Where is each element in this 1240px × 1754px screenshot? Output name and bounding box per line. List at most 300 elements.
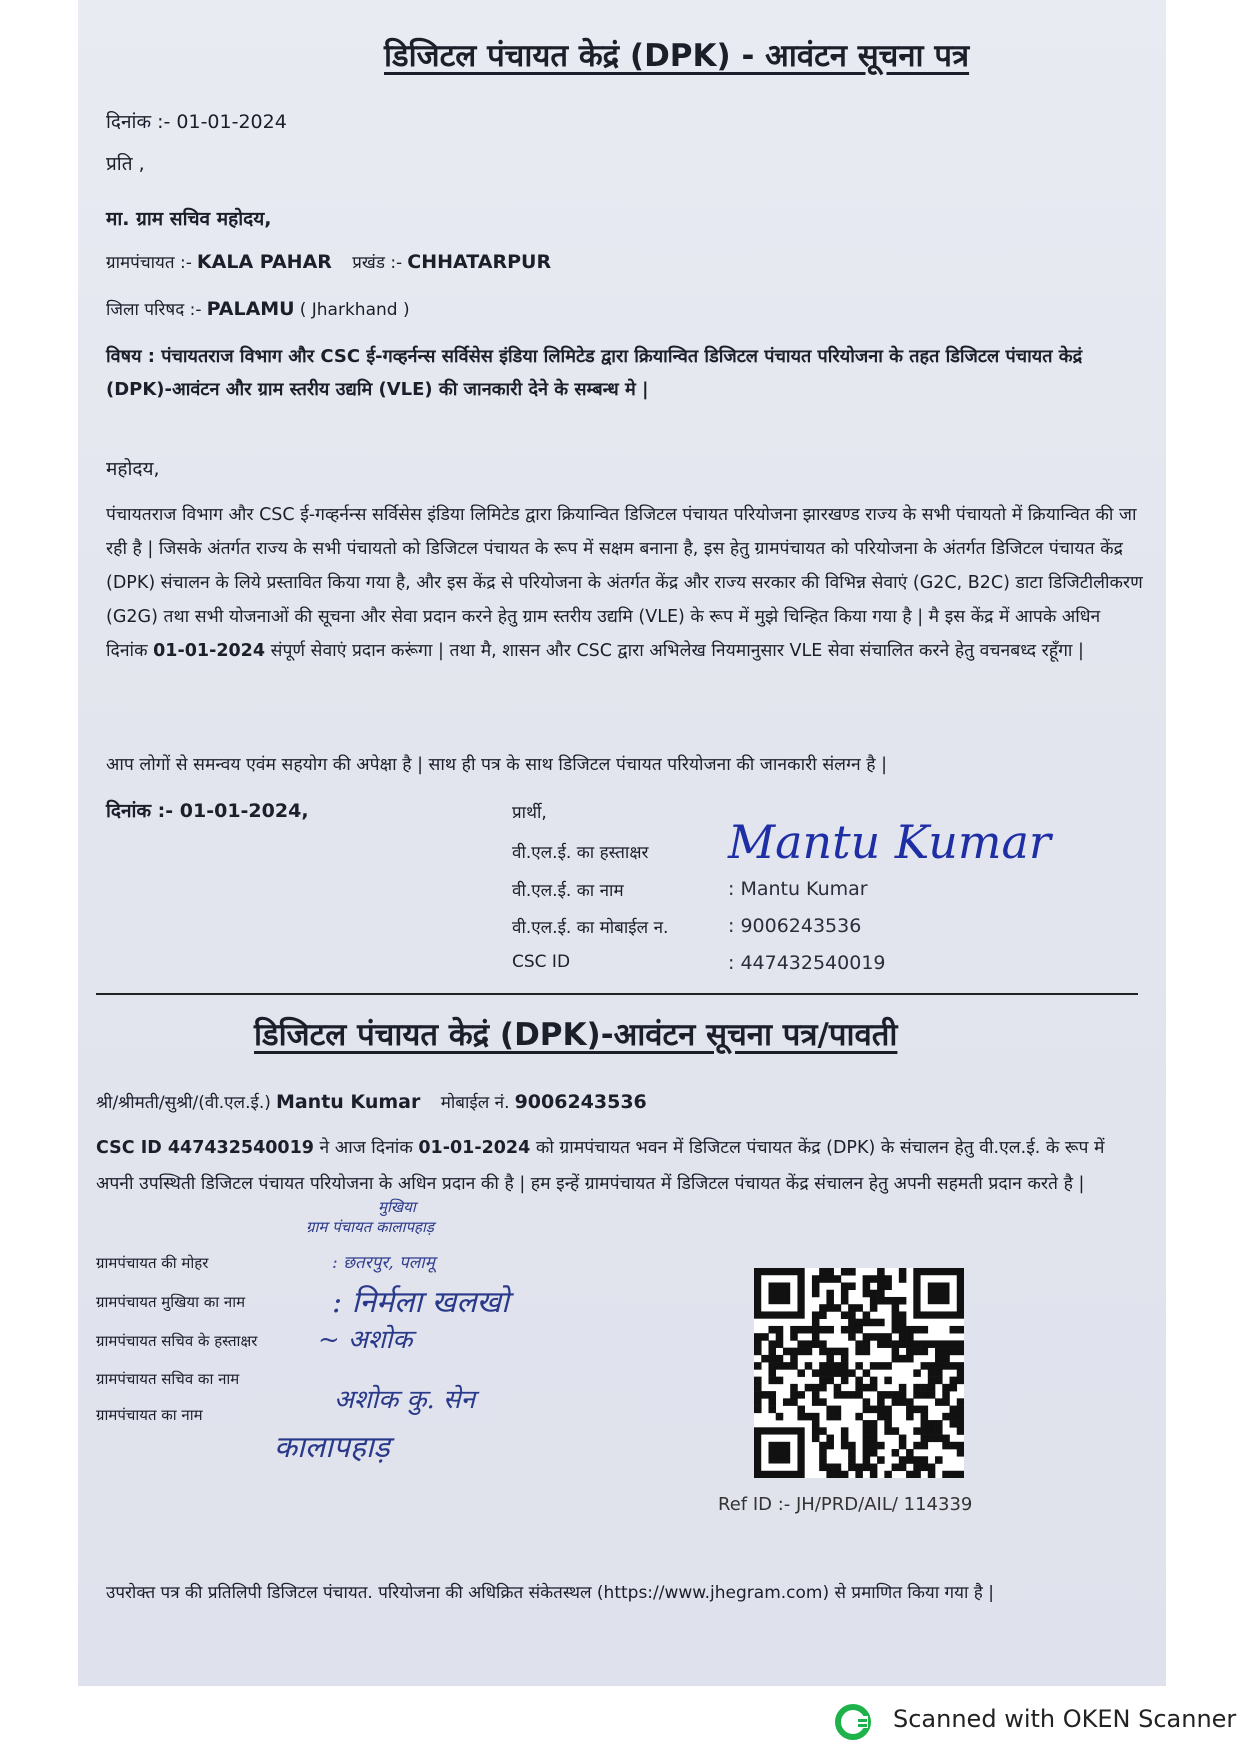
body-date: 01-01-2024	[153, 641, 266, 661]
qr-module	[870, 1333, 878, 1341]
qr-module	[812, 1319, 820, 1327]
qr-module	[826, 1290, 834, 1298]
qr-module	[855, 1319, 863, 1327]
qr-module	[783, 1348, 791, 1356]
qr-module	[892, 1464, 900, 1472]
qr-module	[855, 1362, 863, 1370]
qr-module	[841, 1377, 849, 1385]
qr-module	[935, 1377, 943, 1385]
scanner-watermark-text: Scanned with OKEN Scanner	[893, 1705, 1237, 1733]
qr-module	[863, 1348, 871, 1356]
qr-module	[870, 1297, 878, 1305]
body-part-1: पंचायतराज विभाग और CSC ई-गव्हर्नन्स सर्विसेस इंडिया लिमिटेड द्वारा क्रियान्वित डिजिटल पंचायत परियोजना झारखण्ड राज्य के सभी पंचायतो में क्रियान्वित की जा रही है | जिसके अंतर्गत राज्य के सभी पंचायतो को डिजिटल पंचायत के रूप में सक्षम बनाना है, इस हेतु ग्रामपंचायत को परियोजना के अंतर्गत डिजिटल पंचायत केंद्र (DPK) संचालन के लिये प्रस्तावित किया गया है, और इस केंद्र से परियोजना के अंतर्गत केंद्र और राज्य सरकार की विभिन्न सेवाएं (G2C, B2C) डाटा डिजिटीलीकरण (G2G) तथा सभी योजनाओं की सूचना और सेवा प्रदान करने हेतु ग्राम स्तरीय उद्यमि (VLE) के रूप में मुझे चिन्हित किया गया है | मै इस केंद्र में आपके अधिन दिनांक	[106, 505, 1143, 661]
qr-module	[819, 1456, 827, 1464]
qr-module	[812, 1369, 820, 1377]
qr-module	[819, 1398, 827, 1406]
qr-module	[848, 1311, 856, 1319]
qr-module	[906, 1398, 914, 1406]
stamp-text-2: ग्राम पंचायत कालापहाड़	[306, 1218, 434, 1236]
panchayat-label: ग्रामपंचायत :-	[106, 253, 192, 273]
qr-module	[899, 1326, 907, 1334]
qr-finder-pattern	[768, 1282, 790, 1304]
qr-module	[768, 1369, 776, 1377]
qr-module	[921, 1384, 929, 1392]
qr-module	[834, 1471, 842, 1478]
qr-module	[928, 1362, 936, 1370]
qr-module	[877, 1398, 885, 1406]
qr-module	[957, 1442, 964, 1450]
receipt-name-line	[96, 1090, 647, 1113]
qr-module	[899, 1340, 907, 1348]
qr-module	[957, 1427, 964, 1435]
receipt-body-date: 01-01-2024	[418, 1138, 531, 1158]
qr-module	[776, 1326, 784, 1334]
qr-module	[942, 1435, 950, 1443]
qr-module	[950, 1377, 958, 1385]
qr-module	[921, 1464, 929, 1472]
qr-module	[783, 1398, 791, 1406]
qr-module	[921, 1348, 929, 1356]
qr-module	[892, 1427, 900, 1435]
qr-module	[884, 1333, 892, 1341]
qr-module	[906, 1449, 914, 1457]
qr-module	[877, 1406, 885, 1414]
section-divider	[96, 993, 1138, 995]
qr-module	[848, 1391, 856, 1399]
qr-module	[783, 1362, 791, 1370]
district-value: PALAMU	[206, 298, 295, 320]
qr-module	[754, 1384, 762, 1392]
qr-module	[877, 1290, 885, 1298]
qr-module	[877, 1340, 885, 1348]
qr-module	[942, 1471, 950, 1478]
qr-module	[863, 1340, 871, 1348]
qr-module	[819, 1340, 827, 1348]
qr-module	[884, 1275, 892, 1283]
qr-module	[848, 1282, 856, 1290]
qr-module	[768, 1377, 776, 1385]
qr-module	[812, 1326, 820, 1334]
qr-module	[935, 1456, 943, 1464]
qr-module	[935, 1362, 943, 1370]
qr-module	[848, 1326, 856, 1334]
qr-module	[841, 1391, 849, 1399]
qr-module	[921, 1427, 929, 1435]
qr-module	[834, 1464, 842, 1472]
qr-module	[921, 1456, 929, 1464]
qr-module	[863, 1275, 871, 1283]
qr-module	[921, 1362, 929, 1370]
qr-module	[826, 1464, 834, 1472]
qr-module	[913, 1406, 921, 1414]
qr-module	[812, 1311, 820, 1319]
qr-module	[754, 1340, 762, 1348]
qr-module	[797, 1406, 805, 1414]
qr-module	[797, 1326, 805, 1334]
qr-module	[913, 1326, 921, 1334]
qr-module	[899, 1297, 907, 1305]
qr-module	[855, 1413, 863, 1421]
qr-module	[754, 1406, 762, 1414]
qr-module	[776, 1340, 784, 1348]
qr-module	[812, 1384, 820, 1392]
qr-module	[790, 1398, 798, 1406]
qr-module	[819, 1464, 827, 1472]
qr-module	[863, 1456, 871, 1464]
qr-module	[819, 1377, 827, 1385]
qr-module	[826, 1435, 834, 1443]
qr-module	[863, 1398, 871, 1406]
document-page	[78, 0, 1166, 1686]
qr-module	[855, 1471, 863, 1478]
qr-module	[812, 1333, 820, 1341]
qr-module	[754, 1377, 762, 1385]
qr-module	[863, 1319, 871, 1327]
panchayat-name-label: ग्रामपंचायत का नाम	[96, 1406, 203, 1424]
qr-module	[913, 1384, 921, 1392]
qr-module	[870, 1304, 878, 1312]
qr-module	[819, 1268, 827, 1276]
qr-module	[826, 1362, 834, 1370]
qr-module	[892, 1319, 900, 1327]
qr-module	[892, 1355, 900, 1363]
closing-paragraph: आप लोगों से समन्वय एवंम सहयोग की अपेक्षा है | साथ ही पत्र के साथ डिजिटल पंचायत परियोजना की जानकारी संलग्न है |	[106, 755, 887, 775]
qr-module	[906, 1471, 914, 1478]
qr-module	[877, 1282, 885, 1290]
qr-module	[848, 1449, 856, 1457]
qr-module	[848, 1369, 856, 1377]
qr-module	[826, 1304, 834, 1312]
qr-module	[921, 1406, 929, 1414]
qr-module	[913, 1369, 921, 1377]
qr-module	[877, 1319, 885, 1327]
applicant-label: प्रार्थी,	[512, 803, 547, 823]
qr-module	[797, 1369, 805, 1377]
qr-module	[899, 1275, 907, 1283]
qr-module	[899, 1311, 907, 1319]
qr-module	[870, 1420, 878, 1428]
footer-note: उपरोक्त पत्र की प्रतिलिपी डिजिटल पंचायत. परियोजना की अधिक्रित संकेतस्थल (https://www.jhegram.com) से प्रमाणित किया गया है |	[106, 1583, 994, 1603]
qr-module	[776, 1355, 784, 1363]
qr-module	[928, 1377, 936, 1385]
qr-module	[761, 1391, 769, 1399]
qr-module	[776, 1413, 784, 1421]
secretary-sign-hand: ~ अशोक	[318, 1325, 413, 1355]
qr-module	[768, 1406, 776, 1414]
district-line	[106, 297, 410, 320]
qr-module	[928, 1391, 936, 1399]
stamp-text-3: : छतरपुर, पलामू	[332, 1253, 435, 1273]
qr-module	[928, 1435, 936, 1443]
qr-module	[935, 1348, 943, 1356]
qr-module	[848, 1456, 856, 1464]
qr-module	[957, 1471, 964, 1478]
vle-name-value: : Mantu Kumar	[728, 878, 868, 900]
letter-title: डिजिटल पंचायत केद्रं (DPK) - आवंटन सूचना पत्र	[384, 38, 970, 74]
qr-module	[957, 1420, 964, 1428]
qr-module	[870, 1362, 878, 1370]
qr-module	[957, 1348, 964, 1356]
qr-module	[913, 1340, 921, 1348]
panchayat-line	[106, 250, 551, 273]
qr-module	[797, 1340, 805, 1348]
qr-module	[805, 1340, 813, 1348]
qr-module	[913, 1456, 921, 1464]
qr-module	[892, 1297, 900, 1305]
qr-module	[826, 1442, 834, 1450]
qr-module	[826, 1377, 834, 1385]
qr-module	[913, 1427, 921, 1435]
qr-module	[899, 1355, 907, 1363]
secretary-sign-label: ग्रामपंचायत सचिव के हस्ताक्षर	[96, 1332, 258, 1350]
qr-module	[913, 1391, 921, 1399]
qr-module	[790, 1391, 798, 1399]
qr-module	[870, 1406, 878, 1414]
qr-module	[754, 1333, 762, 1341]
qr-module	[790, 1362, 798, 1370]
qr-module	[855, 1348, 863, 1356]
qr-module	[870, 1275, 878, 1283]
qr-module	[870, 1427, 878, 1435]
receipt-body	[96, 1130, 1146, 1202]
qr-module	[863, 1406, 871, 1414]
qr-module	[892, 1449, 900, 1457]
qr-module	[768, 1348, 776, 1356]
qr-module	[942, 1413, 950, 1421]
qr-module	[892, 1398, 900, 1406]
qr-module	[950, 1348, 958, 1356]
qr-module	[863, 1290, 871, 1298]
qr-module	[892, 1391, 900, 1399]
qr-module	[906, 1348, 914, 1356]
qr-module	[812, 1413, 820, 1421]
qr-module	[855, 1377, 863, 1385]
oken-scanner-logo-icon	[834, 1703, 872, 1741]
qr-finder-pattern	[768, 1442, 790, 1464]
qr-module	[899, 1391, 907, 1399]
qr-module	[754, 1348, 762, 1356]
qr-module	[928, 1340, 936, 1348]
qr-module	[935, 1369, 943, 1377]
qr-module	[892, 1304, 900, 1312]
qr-module	[819, 1442, 827, 1450]
stamp-label: ग्रामपंचायत की मोहर	[96, 1254, 209, 1272]
qr-module	[826, 1406, 834, 1414]
qr-module	[848, 1319, 856, 1327]
qr-module	[957, 1326, 964, 1334]
qr-module	[913, 1464, 921, 1472]
qr-module	[790, 1326, 798, 1334]
qr-module	[834, 1406, 842, 1414]
qr-module	[942, 1384, 950, 1392]
qr-module	[761, 1333, 769, 1341]
qr-module	[841, 1427, 849, 1435]
qr-module	[797, 1413, 805, 1421]
qr-module	[841, 1355, 849, 1363]
qr-module	[826, 1275, 834, 1283]
qr-module	[892, 1340, 900, 1348]
qr-module	[812, 1398, 820, 1406]
receipt-body-mid: ने आज दिनांक	[319, 1138, 413, 1158]
qr-module	[877, 1275, 885, 1283]
district-label: जिला परिषद :-	[106, 300, 202, 320]
qr-module	[826, 1471, 834, 1478]
vle-signature: Mantu Kumar	[728, 815, 1051, 869]
receipt-title: डिजिटल पंचायत केद्रं (DPK)-आवंटन सूचना पत्र/पावती	[254, 1017, 898, 1053]
bottom-date: दिनांक :- 01-01-2024,	[106, 800, 309, 822]
qr-module	[841, 1362, 849, 1370]
qr-module	[841, 1369, 849, 1377]
qr-module	[899, 1398, 907, 1406]
qr-module	[768, 1340, 776, 1348]
qr-module	[899, 1319, 907, 1327]
qr-module	[877, 1333, 885, 1341]
qr-module	[776, 1333, 784, 1341]
receipt-csc-id: CSC ID 447432540019	[96, 1138, 314, 1158]
qr-module	[950, 1471, 958, 1478]
block-value: CHHATARPUR	[407, 251, 552, 273]
qr-module	[812, 1282, 820, 1290]
qr-module	[812, 1275, 820, 1283]
qr-module	[935, 1435, 943, 1443]
body-part-2: संपूर्ण सेवाएं प्रदान करूंगा | तथा मै, शासन और CSC द्वारा अभिलेख नियमानुसार VLE सेवा संचालित करने हेतु वचनबध्द रहूँगा |	[270, 641, 1084, 661]
qr-module	[870, 1471, 878, 1478]
qr-module	[921, 1420, 929, 1428]
qr-module	[819, 1275, 827, 1283]
panchayat-value: KALA PAHAR	[196, 251, 332, 273]
qr-module	[913, 1348, 921, 1356]
qr-module	[899, 1268, 907, 1276]
qr-module	[950, 1384, 958, 1392]
qr-module	[841, 1282, 849, 1290]
qr-module	[870, 1442, 878, 1450]
vle-mobile-label: वी.एल.ई. का मोबाईल न.	[512, 918, 669, 938]
qr-module	[884, 1362, 892, 1370]
qr-module	[942, 1340, 950, 1348]
qr-module	[906, 1333, 914, 1341]
qr-module	[892, 1348, 900, 1356]
qr-module	[812, 1391, 820, 1399]
qr-module	[848, 1442, 856, 1450]
qr-module	[892, 1326, 900, 1334]
qr-module	[855, 1326, 863, 1334]
ref-id: Ref ID :- JH/PRD/AIL/ 114339	[718, 1494, 973, 1515]
qr-module	[942, 1398, 950, 1406]
qr-module	[950, 1413, 958, 1421]
qr-module	[899, 1456, 907, 1464]
qr-module	[812, 1340, 820, 1348]
qr-module	[935, 1340, 943, 1348]
qr-code-graphic	[754, 1268, 964, 1478]
qr-module	[950, 1326, 958, 1334]
qr-module	[921, 1391, 929, 1399]
qr-module	[841, 1348, 849, 1356]
qr-module	[754, 1391, 762, 1399]
qr-module	[768, 1326, 776, 1334]
qr-module	[877, 1268, 885, 1276]
qr-module	[848, 1464, 856, 1472]
qr-module	[841, 1435, 849, 1443]
qr-module	[826, 1348, 834, 1356]
qr-module	[935, 1398, 943, 1406]
qr-module	[870, 1435, 878, 1443]
qr-module	[855, 1464, 863, 1472]
qr-module	[935, 1420, 943, 1428]
secretary-name-hand: अशोक कु. सेन	[334, 1385, 476, 1415]
stamp-text-1: मुखिया	[378, 1198, 416, 1216]
qr-module	[819, 1304, 827, 1312]
qr-module	[942, 1442, 950, 1450]
qr-module	[834, 1362, 842, 1370]
qr-module	[841, 1326, 849, 1334]
qr-module	[906, 1355, 914, 1363]
qr-module	[834, 1413, 842, 1421]
qr-module	[841, 1442, 849, 1450]
qr-module	[921, 1340, 929, 1348]
qr-module	[942, 1348, 950, 1356]
qr-module	[805, 1413, 813, 1421]
qr-module	[935, 1355, 943, 1363]
qr-module	[768, 1391, 776, 1399]
qr-module	[884, 1471, 892, 1478]
qr-module	[848, 1333, 856, 1341]
qr-module	[942, 1391, 950, 1399]
csc-id-value: : 447432540019	[728, 952, 886, 974]
qr-module	[819, 1311, 827, 1319]
qr-module	[950, 1362, 958, 1370]
qr-module	[928, 1420, 936, 1428]
qr-module	[754, 1398, 762, 1406]
qr-module	[863, 1369, 871, 1377]
qr-module	[812, 1427, 820, 1435]
qr-module	[768, 1362, 776, 1370]
qr-module	[957, 1413, 964, 1421]
qr-module	[950, 1442, 958, 1450]
qr-module	[928, 1464, 936, 1472]
qr-module	[863, 1311, 871, 1319]
letter-to: प्रति ,	[106, 153, 145, 175]
qr-module	[884, 1282, 892, 1290]
block-label: प्रखंड :-	[352, 253, 403, 273]
qr-module	[863, 1333, 871, 1341]
qr-module	[950, 1406, 958, 1414]
qr-module	[841, 1297, 849, 1305]
qr-module	[834, 1348, 842, 1356]
qr-module	[805, 1362, 813, 1370]
qr-module	[768, 1355, 776, 1363]
qr-module	[884, 1297, 892, 1305]
qr-module	[855, 1384, 863, 1392]
qr-code	[754, 1268, 964, 1478]
qr-module	[877, 1297, 885, 1305]
letter-body	[106, 498, 1146, 668]
letter-addressee: मा. ग्राम सचिव महोदय,	[106, 208, 272, 230]
head-name-label: ग्रामपंचायत मुखिया का नाम	[96, 1293, 246, 1311]
letter-date: दिनांक :- 01-01-2024	[106, 111, 287, 133]
qr-module	[790, 1384, 798, 1392]
qr-module	[834, 1369, 842, 1377]
qr-module	[754, 1362, 762, 1370]
qr-module	[899, 1333, 907, 1341]
qr-module	[841, 1268, 849, 1276]
qr-module	[884, 1413, 892, 1421]
qr-module	[906, 1326, 914, 1334]
qr-module	[805, 1348, 813, 1356]
qr-module	[863, 1435, 871, 1443]
qr-module	[797, 1391, 805, 1399]
qr-module	[957, 1377, 964, 1385]
qr-module	[935, 1427, 943, 1435]
